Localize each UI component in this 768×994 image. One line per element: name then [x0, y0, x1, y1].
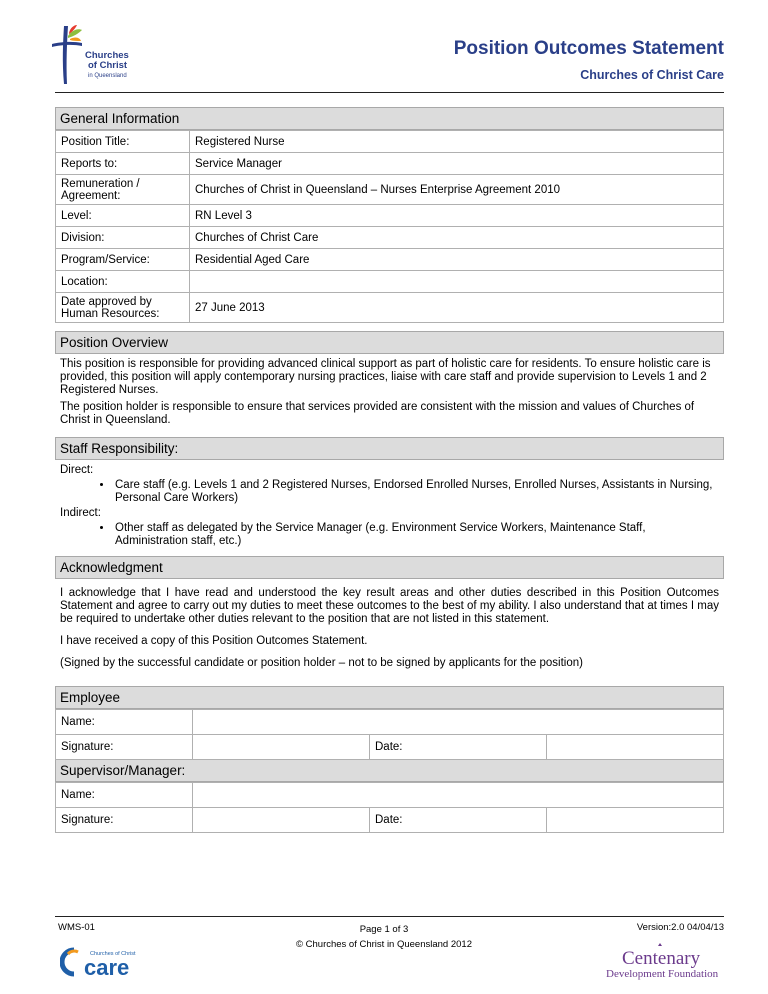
indirect-list [60, 522, 719, 548]
indirect-label: Indirect: [60, 507, 101, 519]
employee-date-field[interactable] [547, 735, 724, 760]
logo-text-3: in Queensland [88, 73, 127, 79]
direct-label: Direct: [60, 464, 94, 476]
row-label: Program/Service: [56, 249, 190, 271]
overview-paragraph-2: The position holder is responsible to ensure that services provided are consistent with the mission and values of Churches of Christ in Queensland. [60, 401, 695, 426]
page-subtitle: Churches of Christ Care [580, 68, 724, 82]
page-title: Position Outcomes Statement [453, 38, 724, 59]
header-divider [55, 92, 724, 93]
row-value: Service Manager [190, 153, 724, 175]
table-row [56, 249, 724, 271]
row-label: Reports to: [56, 153, 190, 175]
table-row [56, 271, 724, 293]
employee-name-label: Name: [56, 710, 193, 735]
table-row [56, 735, 724, 760]
list-item: • Care staff (e.g. Levels 1 and 2 Registered Nurses, Endorsed Enrolled Nurses, Enrolled Nurses, Assistants in Nursing, Personal Care Workers) [113, 479, 719, 505]
ack-paragraph-2: I have received a copy of this Position Outcomes Statement. [60, 635, 368, 647]
employee-signature-label: Signature: [56, 735, 193, 760]
centenary-text: Centenary [622, 948, 701, 969]
footer-divider [55, 916, 724, 917]
row-value [190, 271, 724, 293]
ack-paragraph-3: (Signed by the successful candidate or position holder – not to be signed by applicants for the position) [60, 657, 583, 669]
churches-of-christ-care-logo [60, 944, 145, 978]
row-label: Level: [56, 205, 190, 227]
page-number: Page 1 of 3 [359, 924, 409, 935]
supervisor-heading: Supervisor/Manager: [55, 760, 724, 782]
churches-of-christ-logo [50, 22, 145, 86]
supervisor-name-field[interactable] [193, 783, 724, 808]
table-row [56, 205, 724, 227]
row-label: Location: [56, 271, 190, 293]
employee-signoff-table [55, 709, 724, 760]
ack-text [55, 579, 724, 670]
row-label: Division: [56, 227, 190, 249]
doc-code: WMS-01 [58, 922, 95, 933]
supervisor-date-label: Date: [370, 808, 547, 833]
ack-paragraph-1: I acknowledge that I have read and understood the key result areas and other duties described in this Position Outcomes Statement and agree to carry out my duties to meet these outcomes to the best of my ability. I also understand that at times I may be required to undertake other duties relevant to the position that are not listed in this statement. [60, 587, 719, 625]
centenary-sub-text: Development Foundation [606, 968, 719, 980]
document-body [55, 107, 724, 833]
row-value: Residential Aged Care [190, 249, 724, 271]
logo-text-1: Churches [85, 50, 129, 61]
supervisor-signature-label: Signature: [56, 808, 193, 833]
row-value: Churches of Christ in Queensland – Nurses Enterprise Agreement 2010 [190, 175, 724, 205]
care-logo-text: care [84, 955, 130, 978]
supervisor-date-field[interactable] [547, 808, 724, 833]
row-value: Churches of Christ Care [190, 227, 724, 249]
ack-heading: Acknowledgment [55, 556, 724, 579]
employee-heading: Employee [55, 686, 724, 709]
row-label: Position Title: [56, 131, 190, 153]
supervisor-signature-field[interactable] [193, 808, 370, 833]
employee-signature-field[interactable] [193, 735, 370, 760]
row-value: Registered Nurse [190, 131, 724, 153]
row-value: RN Level 3 [190, 205, 724, 227]
table-row [56, 227, 724, 249]
supervisor-name-label: Name: [56, 783, 193, 808]
row-label: Remuneration / Agreement: [56, 175, 190, 205]
table-row [56, 153, 724, 175]
employee-name-field[interactable] [193, 710, 724, 735]
table-row [56, 808, 724, 833]
overview-paragraph-1: This position is responsible for providing advanced clinical support as part of holistic care for residents. To ensure holistic care is provided, this position will apply contemporary nursing practices, liaise with care staff and provide supervision to Levels 1 and 2 Registered Nurses. [60, 358, 711, 396]
row-label: Date approved by Human Resources: [56, 293, 190, 323]
overview-heading: Position Overview [55, 331, 724, 354]
overview-text [55, 354, 724, 427]
table-row [56, 783, 724, 808]
table-row [56, 175, 724, 205]
logo-text-2: of Christ [88, 60, 128, 71]
supervisor-signoff-table [55, 782, 724, 833]
direct-list [60, 479, 719, 505]
employee-date-label: Date: [370, 735, 547, 760]
table-row [56, 131, 724, 153]
table-row [56, 710, 724, 735]
copyright: © Churches of Christ in Queensland 2012 [296, 939, 472, 950]
staff-text [55, 460, 724, 548]
staff-heading: Staff Responsibility: [55, 437, 724, 460]
centenary-foundation-logo [600, 942, 730, 984]
table-row [56, 293, 724, 323]
general-info-heading: General Information [55, 107, 724, 130]
care-logo-small-text: Churches of Christ [90, 951, 136, 957]
row-value: 27 June 2013 [190, 293, 724, 323]
version-label: Version:2.0 04/04/13 [636, 922, 724, 933]
list-item: • Other staff as delegated by the Service Manager (e.g. Environment Service Workers, Maintenance Staff, Administration staff, etc.) [113, 522, 719, 548]
general-info-table [55, 130, 724, 323]
